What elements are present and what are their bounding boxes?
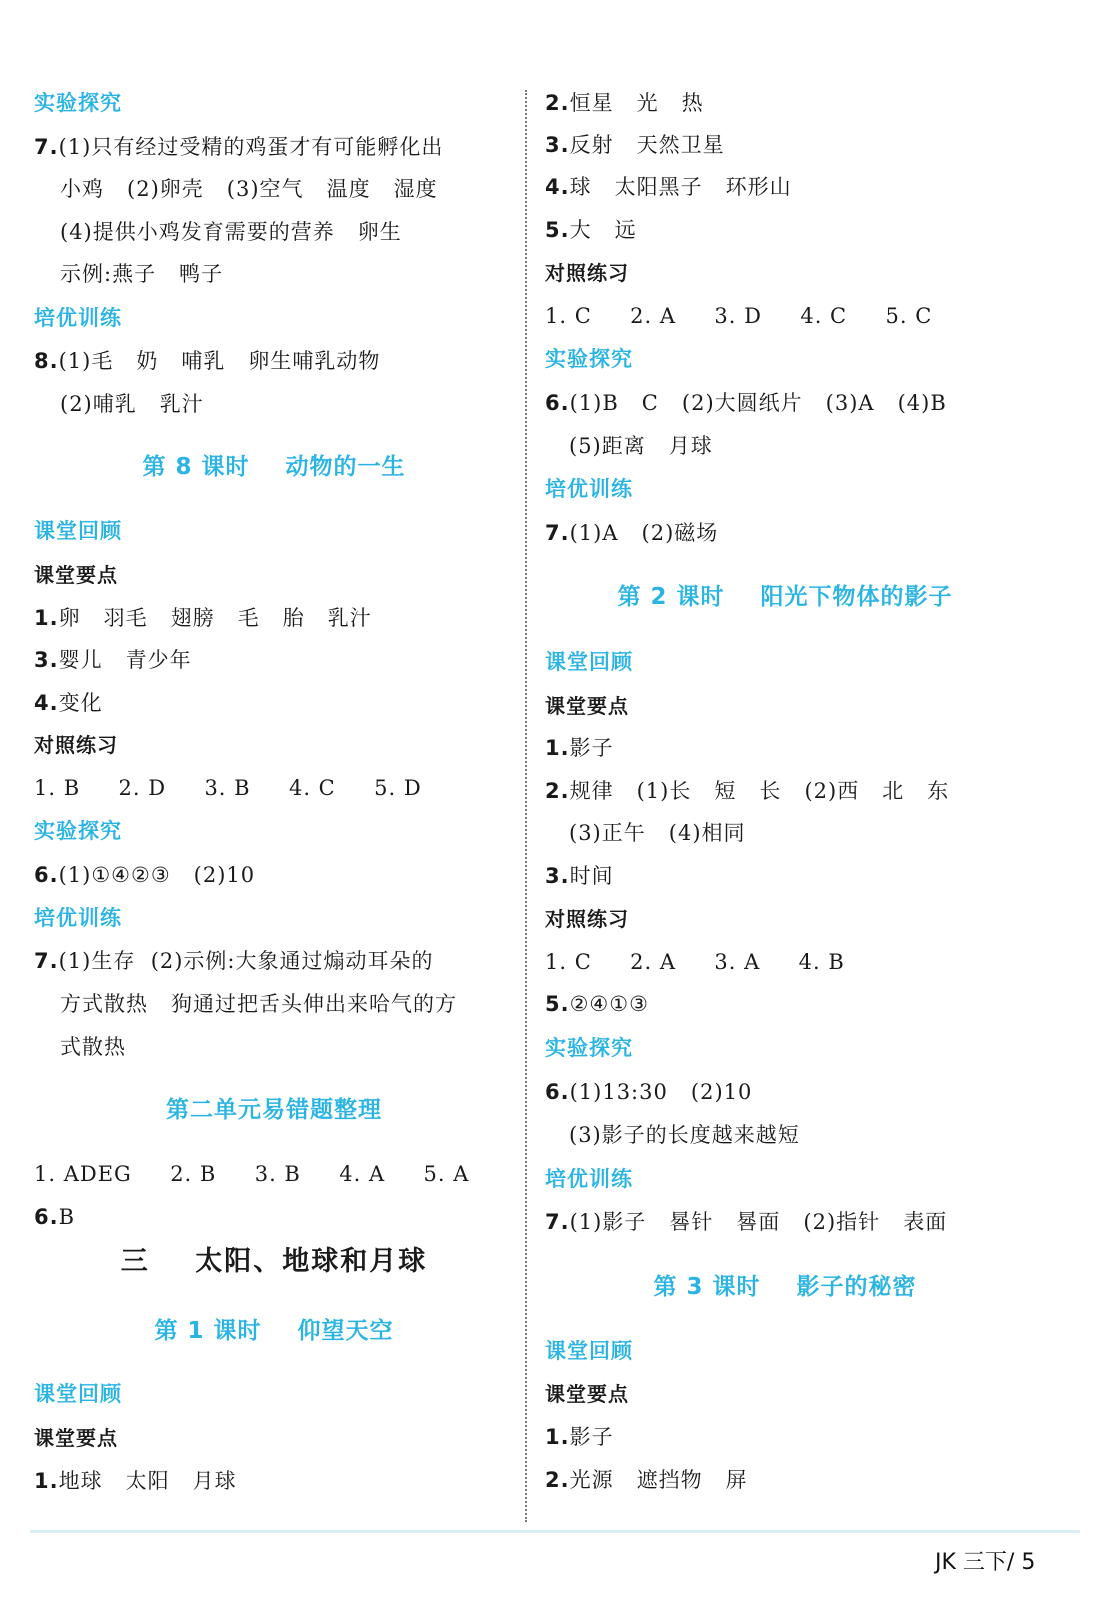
lesson-title: 第 8 课时 动物的一生 [142, 454, 406, 480]
section-heading: 培优训练 [545, 477, 633, 501]
answer-item [545, 1075, 1025, 1109]
item-text: (1)B C (2)大圆纸片 (3)A (4)B [569, 391, 947, 415]
item-number: 1. [545, 736, 570, 760]
item-text: (1)①④②③ (2)10 [58, 863, 256, 887]
answer-continuation: 示例:燕子 鸭子 [60, 262, 224, 286]
section-heading: 培优训练 [545, 1167, 633, 1191]
answer-continuation: (3)影子的长度越来越短 [569, 1123, 800, 1147]
subsection-heading: 对照练习 [545, 261, 629, 285]
lesson-title: 第 3 课时 影子的秘密 [653, 1274, 917, 1300]
lesson-title: 第 1 课时 仰望天空 [154, 1318, 394, 1344]
item-text: 球 太阳黑子 环形山 [569, 175, 792, 199]
item-text: (1)影子 晷针 晷面 (2)指针 表面 [569, 1210, 948, 1234]
answer-item [34, 944, 514, 978]
item-number: 6. [545, 391, 570, 415]
section-heading: 培优训练 [34, 306, 122, 330]
item-text: 光源 遮挡物 屏 [569, 1468, 748, 1492]
item-number: 6. [34, 1205, 59, 1229]
item-text: 卵 羽毛 翅膀 毛 胎 乳汁 [58, 606, 372, 630]
answer-continuation: 方式散热 狗通过把舌头伸出来哈气的方 [60, 992, 458, 1016]
subsection-heading: 课堂要点 [34, 563, 118, 587]
item-text: B [58, 1205, 76, 1229]
item-number: 1. [545, 1425, 570, 1449]
item-text: 反射 天然卫星 [569, 133, 725, 157]
item-number: 2. [545, 91, 570, 115]
subsection-heading: 课堂要点 [545, 694, 629, 718]
item-number: 7. [545, 521, 570, 545]
item-number: 7. [545, 1210, 570, 1234]
answer-continuation: (2)哺乳 乳汁 [60, 392, 204, 416]
section-heading: 实验探究 [34, 91, 122, 115]
item-text: ②④①③ [569, 992, 649, 1016]
answer-item [34, 344, 514, 378]
section-heading: 实验探究 [545, 347, 633, 371]
left-column [0, 0, 500, 1600]
answer-item [545, 731, 1025, 765]
answer-item [545, 1420, 1025, 1454]
item-number: 6. [545, 1080, 570, 1104]
item-number: 1. [34, 1469, 59, 1493]
section-heading: 培优训练 [34, 906, 122, 930]
item-text: 规律 (1)长 短 长 (2)西 北 东 [569, 779, 950, 803]
item-number: 7. [34, 135, 59, 159]
answer-item [545, 859, 1025, 893]
answer-item [34, 1200, 514, 1234]
answer-continuation: (4)提供小鸡发育需要的营养 卵生 [60, 220, 402, 244]
answer-item [545, 774, 1025, 808]
answer-continuation: 小鸡 (2)卵壳 (3)空气 温度 湿度 [60, 177, 438, 201]
item-number: 8. [34, 349, 59, 373]
column-divider [525, 90, 527, 1522]
item-text: (1)毛 奶 哺乳 卵生哺乳动物 [58, 349, 381, 373]
unit-title: 三 太阳、地球和月球 [120, 1246, 428, 1277]
subsection-heading: 课堂要点 [545, 1382, 629, 1406]
item-text: 婴儿 青少年 [58, 648, 192, 672]
answer-item [34, 686, 514, 720]
answer-item [34, 858, 514, 892]
answer-item [545, 128, 1025, 162]
subsection-heading: 课堂要点 [34, 1426, 118, 1450]
answer-continuation: (3)正午 (4)相同 [569, 821, 746, 845]
answer-item [34, 1464, 514, 1498]
item-text: 地球 太阳 月球 [58, 1469, 237, 1493]
answer-item: 1. B 2. D 3. B 4. C 5. D [34, 776, 422, 800]
item-number: 3. [545, 133, 570, 157]
answer-item: 1. C 2. A 3. A 4. B [545, 950, 845, 974]
section-heading: 实验探究 [34, 819, 122, 843]
item-number: 2. [545, 779, 570, 803]
item-text: (1)A (2)磁场 [569, 521, 719, 545]
answer-item [34, 643, 514, 677]
item-number: 5. [545, 992, 570, 1016]
section-heading: 课堂回顾 [34, 1382, 122, 1406]
item-number: 6. [34, 863, 59, 887]
answer-item [545, 1463, 1025, 1497]
item-number: 7. [34, 949, 59, 973]
lesson-title: 第二单元易错题整理 [166, 1097, 382, 1123]
answer-item [34, 601, 514, 635]
answer-item [545, 987, 1025, 1021]
page-footer: JK 三下/ 5 [935, 1550, 1036, 1575]
section-heading: 实验探究 [545, 1036, 633, 1060]
answer-item [545, 1205, 1025, 1239]
answer-item [545, 386, 1025, 420]
answer-item: 1. ADEG 2. B 3. B 4. A 5. A [34, 1162, 470, 1186]
bottom-rule [30, 1530, 1080, 1533]
answer-item [545, 86, 1025, 120]
item-text: 大 远 [569, 218, 637, 242]
item-number: 2. [545, 1468, 570, 1492]
item-text: 时间 [569, 864, 614, 888]
right-column [545, 0, 1045, 1600]
subsection-heading: 对照练习 [545, 907, 629, 931]
item-text: 变化 [58, 691, 103, 715]
answer-item: 1. C 2. A 3. D 4. C 5. C [545, 304, 933, 328]
item-number: 4. [34, 691, 59, 715]
answer-item [545, 170, 1025, 204]
item-text: (1)13:30 (2)10 [569, 1080, 753, 1104]
subsection-heading: 对照练习 [34, 733, 118, 757]
item-text: 恒星 光 热 [569, 91, 704, 115]
answer-continuation: 式散热 [60, 1035, 126, 1059]
section-heading: 课堂回顾 [545, 1339, 633, 1363]
item-number: 1. [34, 606, 59, 630]
section-heading: 课堂回顾 [34, 519, 122, 543]
item-number: 3. [545, 864, 570, 888]
item-number: 4. [545, 175, 570, 199]
answer-item [545, 516, 1025, 550]
item-text: 影子 [569, 1425, 614, 1449]
item-text: (1)生存 (2)示例:大象通过煽动耳朵的 [58, 949, 434, 973]
item-number: 3. [34, 648, 59, 672]
section-heading: 课堂回顾 [545, 650, 633, 674]
lesson-title: 第 2 课时 阳光下物体的影子 [617, 584, 953, 610]
item-text: (1)只有经过受精的鸡蛋才有可能孵化出 [58, 135, 444, 159]
answer-continuation: (5)距离 月球 [569, 434, 713, 458]
item-number: 5. [545, 218, 570, 242]
item-text: 影子 [569, 736, 614, 760]
answer-item [545, 213, 1025, 247]
answer-item [34, 130, 514, 164]
